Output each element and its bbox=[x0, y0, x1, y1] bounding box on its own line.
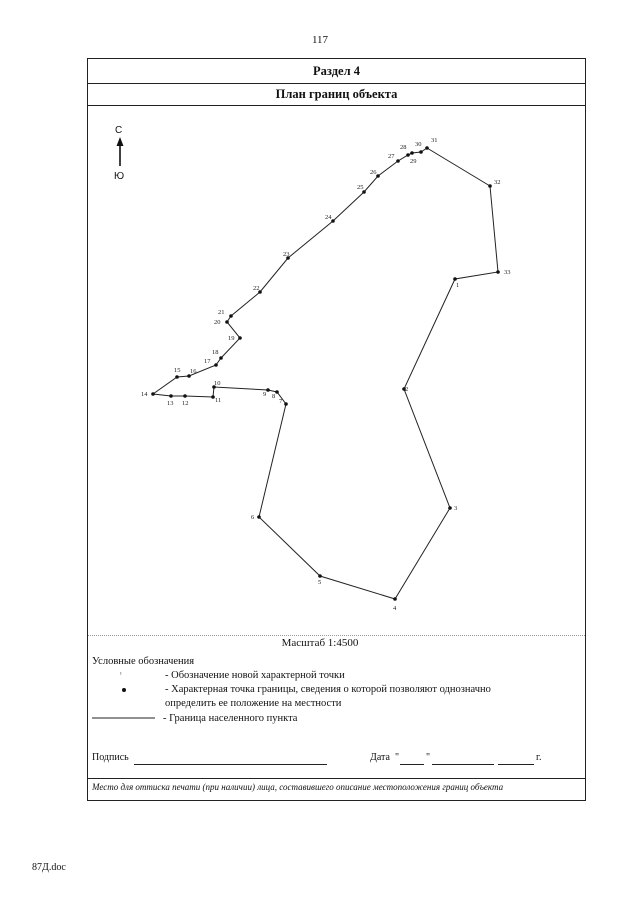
compass-north-label: С bbox=[115, 125, 123, 136]
legend-boundary: - Граница населенного пункта bbox=[163, 713, 298, 724]
boundary-point-label: 2 bbox=[405, 386, 409, 393]
boundary-point-label: 23 bbox=[283, 251, 290, 258]
plan-title: План границ объекта bbox=[88, 83, 585, 106]
stamp-separator bbox=[88, 778, 585, 779]
boundary-point-label: 31 bbox=[431, 137, 438, 144]
boundary-point-label: 14 bbox=[141, 391, 148, 398]
date-close-quote: " bbox=[426, 752, 431, 763]
boundary-point-label: 20 bbox=[214, 319, 221, 326]
boundary-point-label: 18 bbox=[212, 349, 219, 356]
boundary-point-label: 5 bbox=[318, 579, 322, 586]
stamp-note: Место для оттиска печати (при наличии) лица, составившего описание местоположения границ объекта bbox=[92, 782, 504, 792]
signature-label: Подпись bbox=[92, 752, 129, 763]
boundary-point-label: 11 bbox=[215, 397, 222, 404]
scale-label: Масштаб 1:4500 bbox=[281, 637, 359, 649]
new-point-symbol-icon: ¹ bbox=[120, 672, 122, 678]
boundary-point-label: 22 bbox=[253, 285, 260, 292]
date-day-field[interactable] bbox=[400, 764, 424, 765]
boundary-point-label: 30 bbox=[415, 141, 422, 148]
boundary-point-label: 10 bbox=[214, 380, 221, 387]
compass-south-label: Ю bbox=[114, 171, 125, 182]
boundary-point-label: 3 bbox=[454, 505, 458, 512]
date-label: Дата bbox=[370, 752, 390, 763]
known-point-symbol-icon bbox=[122, 688, 126, 692]
boundary-point-label: 17 bbox=[204, 358, 211, 365]
boundary-point-label: 16 bbox=[190, 368, 197, 375]
boundary-point-label: 25 bbox=[357, 184, 364, 191]
boundary-point-label: 1 bbox=[456, 282, 460, 289]
section-heading: Раздел 4 bbox=[88, 59, 585, 84]
boundary-point-label: 13 bbox=[167, 400, 174, 407]
boundary-point-label: 24 bbox=[325, 214, 332, 221]
date-month-field[interactable] bbox=[432, 764, 494, 765]
boundary-point-label: 33 bbox=[504, 269, 511, 276]
boundary-point-label: 21 bbox=[218, 309, 225, 316]
boundary-point-label: 32 bbox=[494, 179, 501, 186]
footer-filename: 87Д.doc bbox=[32, 862, 66, 873]
boundary-point-label: 9 bbox=[263, 391, 267, 398]
signature-field[interactable] bbox=[134, 764, 327, 765]
boundary-point-label: 19 bbox=[228, 335, 235, 342]
boundary-point-label: 7 bbox=[279, 398, 283, 405]
page-number: 117 bbox=[311, 34, 329, 46]
boundary-point-label: 15 bbox=[174, 367, 181, 374]
date-year-field[interactable] bbox=[498, 764, 534, 765]
legend-new-point: - Обозначение новой характерной точки bbox=[165, 670, 345, 681]
boundary-point-label: 12 bbox=[182, 400, 189, 407]
boundary-point-label: 29 bbox=[410, 158, 417, 165]
date-open-quote: " bbox=[395, 752, 400, 763]
boundary-point-label: 26 bbox=[370, 169, 377, 176]
boundary-point-label: 8 bbox=[272, 393, 276, 400]
boundary-point-label: 27 bbox=[388, 153, 395, 160]
legend-known-point: - Характерная точка границы, сведения о которой позволяют однозначно bbox=[165, 684, 491, 695]
legend-title: Условные обозначения bbox=[92, 656, 195, 667]
legend-known-point-cont: определить ее положение на местности bbox=[165, 698, 342, 709]
boundary-point-label: 4 bbox=[393, 605, 397, 612]
year-suffix: г. bbox=[536, 752, 542, 763]
boundary-point-label: 6 bbox=[251, 514, 255, 521]
boundary-point-label: 28 bbox=[400, 144, 407, 151]
